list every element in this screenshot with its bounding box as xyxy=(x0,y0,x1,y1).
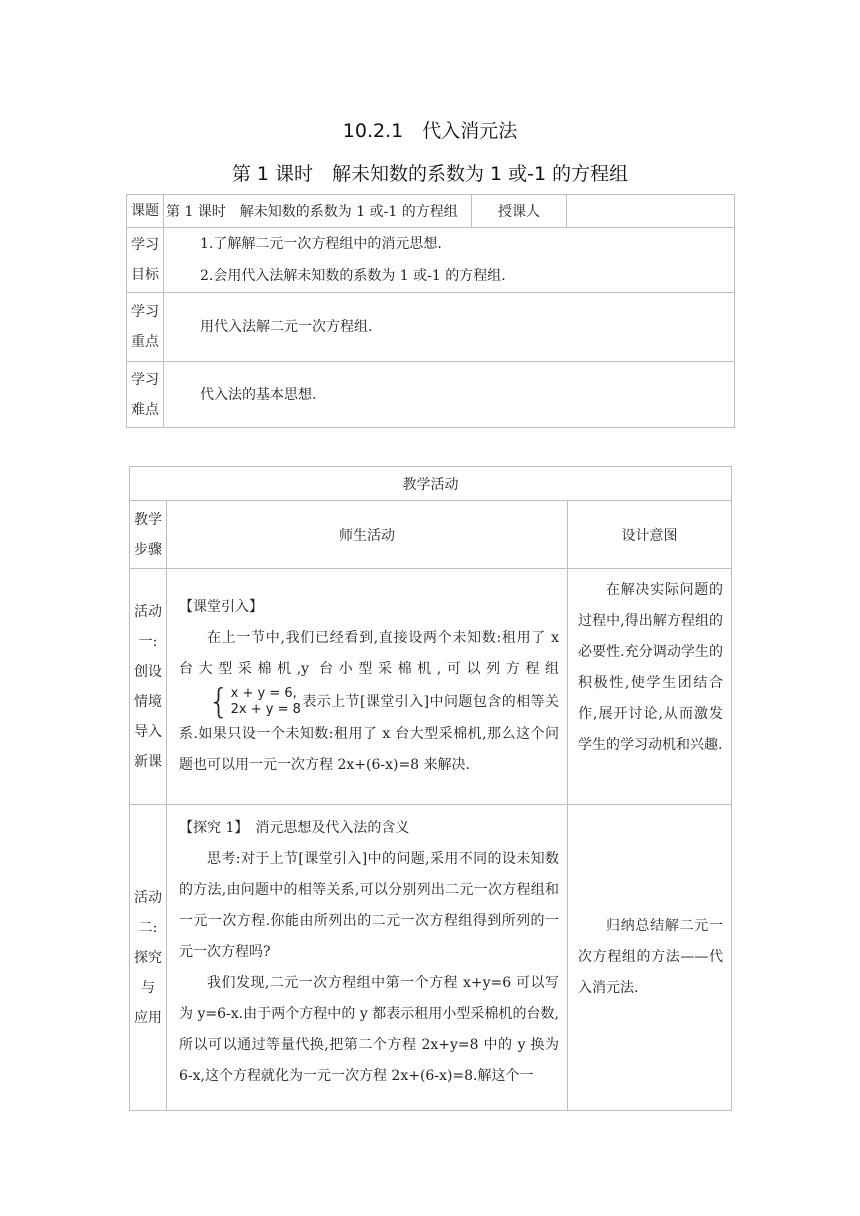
activity1-content xyxy=(167,569,568,805)
activity1-step xyxy=(130,569,167,805)
activity1-step-line: 导入 xyxy=(134,723,162,740)
difficulty-value: 代入法的基本思想. xyxy=(164,362,735,428)
activity1-heading: 【课堂引入】 xyxy=(179,599,263,615)
topic-row xyxy=(127,195,735,228)
activity1-step-line: 创设 xyxy=(134,663,162,680)
goals-label-line1: 学习 xyxy=(131,237,159,253)
activity1-step-line: 一: xyxy=(138,633,158,650)
goal-item-2: 2.会用代入法解未知数的系数为 1 或-1 的方程组. xyxy=(200,268,506,284)
teacher-label: 授课人 xyxy=(472,195,567,228)
activity1-paragraph xyxy=(179,623,559,781)
col-step-header xyxy=(130,501,167,569)
activity-header-row xyxy=(130,467,732,501)
activity1-text-after: 表示上节[课堂引入]中问题包含的相等关系.如果只设一个未知数:租用了 x 台大型采棉机,那么这个问题也可以用一元一次方程 2x+(6-x)=8 来解决. xyxy=(179,694,559,773)
activity2-step-line: 活动 xyxy=(134,889,162,906)
activity2-step-line: 与 xyxy=(141,979,155,996)
activity2-intent xyxy=(568,805,732,1111)
activity2-step xyxy=(130,805,167,1111)
goals-value xyxy=(164,228,735,293)
activity2-step-line: 探究 xyxy=(134,949,162,966)
goals-label xyxy=(127,228,164,293)
col-step-line2: 步骤 xyxy=(134,541,162,558)
teaching-activity-table xyxy=(129,466,732,1111)
page-title: 10.2.1 代入消元法 xyxy=(342,120,518,142)
teacher-value xyxy=(567,195,735,228)
activity2-heading: 【探究 1】 消元思想及代入法的含义 xyxy=(179,820,410,836)
goals-row xyxy=(127,228,735,293)
column-header-row xyxy=(130,501,732,569)
activity2-intent-text: 归纳总结解二元一次方程组的方法——代入消元法. xyxy=(578,918,723,996)
activity2-paragraph-1: 思考:对于上节[课堂引入]中的问题,采用不同的设未知数的方法,由问题中的相等关系,可以分别列出二元一次方程组和一元一次方程.你能由所列出的二元一次方程组得到所列的一元一次方程吗? xyxy=(179,851,559,960)
col-step-line1: 教学 xyxy=(134,511,162,528)
page-subtitle: 第 1 课时 解未知数的系数为 1 或-1 的方程组 xyxy=(231,163,629,185)
activity1-intent-text: 在解决实际问题的过程中,得出解方程组的必要性.充分调动学生的积极性,使学生团结合作,展开讨论,从而激发学生的学习动机和兴趣. xyxy=(578,582,723,753)
topic-value: 第 1 课时 解未知数的系数为 1 或-1 的方程组 xyxy=(164,195,472,228)
goal-item-1: 1.了解解二元一次方程组中的消元思想. xyxy=(200,236,442,252)
left-brace-symbol: { xyxy=(208,682,230,722)
col-intent-header: 设计意图 xyxy=(568,501,732,569)
difficulty-label-line1: 学习 xyxy=(131,371,159,388)
difficulty-row xyxy=(127,362,735,428)
activity1-step-line: 活动 xyxy=(134,603,162,620)
activity-table-header: 教学活动 xyxy=(130,467,732,501)
equation-system xyxy=(180,682,301,722)
activity1-step-line: 情境 xyxy=(134,693,162,710)
goals-label-line2: 目标 xyxy=(131,267,159,283)
activity2-step-line: 二: xyxy=(138,919,158,936)
focus-row xyxy=(127,293,735,362)
activity1-row xyxy=(130,569,732,805)
equation-2: 2x + y = 8 xyxy=(230,702,301,717)
activity2-content xyxy=(167,805,568,1111)
difficulty-label-line2: 难点 xyxy=(131,401,159,418)
focus-value: 用代入法解二元一次方程组. xyxy=(164,293,735,362)
focus-label xyxy=(127,293,164,362)
activity2-step-line: 应用 xyxy=(134,1009,162,1026)
focus-label-line2: 重点 xyxy=(131,334,159,350)
focus-label-line1: 学习 xyxy=(131,304,159,320)
activity1-step-line: 新课 xyxy=(134,753,162,770)
activity2-paragraph-2: 我们发现,二元一次方程组中第一个方程 x+y=6 可以写为 y=6-x.由于两个方程中的 y 都表示租用小型采棉机的台数,所以可以通过等量代换,把第二个方程 2x+y=8 中的 y 换为 6-x,这个方程就化为一元一次方程 2x+(6-x)=8.解这个一 xyxy=(179,975,559,1084)
equation-1: x + y = 6, xyxy=(230,686,297,701)
activity1-text-before: 在上一节中,我们已经看到,直接设两个未知数:租用了 x 台大型采棉机,y 台小型采棉机,可以列方程组 xyxy=(179,630,559,677)
col-activity-header: 师生活动 xyxy=(167,501,568,569)
difficulty-label xyxy=(127,362,164,428)
topic-label: 课题 xyxy=(127,195,164,228)
activity1-intent xyxy=(568,569,732,805)
lesson-info-table xyxy=(126,194,735,428)
activity2-row xyxy=(130,805,732,1111)
